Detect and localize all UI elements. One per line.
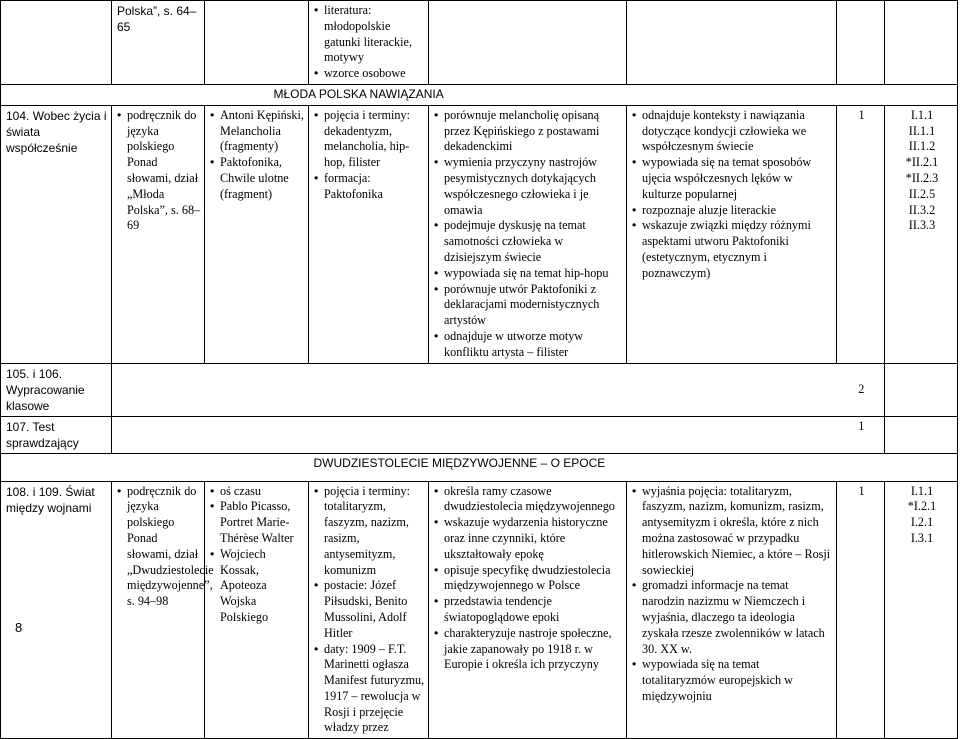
lesson-row-107 [1,416,958,453]
list-item: • Antoni Kępiński, Melancholia (fragmenty) [210,108,305,155]
lesson-row-104 [1,105,958,363]
textbook-cell [112,105,205,363]
list-item: • rozpoznaje aluzje literackie [632,203,833,219]
lesson-row-108 [1,481,958,739]
terms-cell [309,105,429,363]
codes-cell: I.1.1 II.1.1 II.1.2 *II.2.1 *II.2.3 II.2.5 II.3.2 II.3.3 [885,105,958,363]
list-item: • formacja: Paktofonika [314,171,425,203]
list-item: • oś czasu [210,484,305,500]
hours-cell: 2 [837,363,885,416]
basic-requirements-cell [429,481,627,739]
topic-cell: 107. Test sprawdzający [1,416,112,453]
list-item: • pojęcia i terminy: dekadentyzm, melancholia, hip-hop, filister [314,108,425,171]
list-item: • wypowiada się na temat totalitaryzmów europejskich w międzywojniu [632,657,833,704]
extended-requirements-cell [627,105,837,363]
list-item: • odnajduje w utworze motyw konfliktu artysta – filister [434,329,623,361]
texts-cell [205,105,309,363]
texts-cell [205,1,309,85]
terms-cell [309,1,429,85]
list-item: • Wojciech Kossak, Apoteoza Wojska Polskiego [210,547,305,626]
extended-requirements-cell [627,481,837,739]
basic-requirements-cell [429,105,627,363]
list-item: • gromadzi informacje na temat narodzin nazizmu w Niemczech i wyjaśnia, dlaczego ta ideologia zyskała rzesze zwolenników w latach 30. XX w. [632,578,833,657]
list-item: • opisuje specyfikę dwudziestolecia międzywojennego w Polsce [434,563,623,595]
list-item: • charakteryzuje nastroje społeczne, jakie zapanowały po 1918 r. w Europie i określa ich przyczyny [434,626,623,673]
terms-cell [309,481,429,739]
hours-cell: 1 [837,481,885,739]
list-item: • porównuje utwór Paktofoniki z deklaracjami modernistycznych artystów [434,282,623,329]
list-item: • wyjaśnia pojęcia: totalitaryzm, faszyzm, nazizm, komunizm, rasizm, antysemityzm i określa, które z nich można zastosować w przypadku hitlerowskich Niemiec, a które – Rosji sowieckiej [632,484,833,579]
list-item: • podejmuje dyskusję na temat samotności człowieka w dzisiejszym świecie [434,218,623,265]
list-item: • wypowiada się na temat sposobów ujęcia współczesnych lęków w kulturze popularnej [632,155,833,202]
list-item: • Pablo Picasso, Portret Marie-Thérèse Walter [210,499,305,546]
hours-cell: 1 [837,416,885,453]
list-item: • porównuje melancholię opisaną przez Kępińskiego z postawami dekadenckimi [434,108,623,155]
section-header-row [1,84,958,105]
list-item: • określa ramy czasowe dwudziestolecia międzywojennego [434,484,623,516]
textbook-cell [112,1,205,85]
list-item: • odnajduje konteksty i nawiązania dotyczące kondycji człowieka we współczesnym świecie [632,108,833,155]
list-item: • wskazuje związki między różnymi aspektami utworu Paktofoniki (estetycznym, etycznym i poznawczym) [632,218,833,281]
section-title: DWUDZIESTOLECIE MIĘDZYWOJENNE – O EPOCE [313,455,606,470]
continuation-row [1,1,958,85]
topic-cell: 108. i 109. Świat między wojnami [1,481,112,739]
topic-cell [1,1,112,85]
list-item: • wzorce osobowe [314,66,425,82]
textbook-tail: Polska”, s. 64–65 [117,4,197,34]
list-item: • przedstawia tendencje światopoglądowe epoki [434,594,623,626]
list-item: • postacie: Józef Piłsudski, Benito Mussolini, Adolf Hitler [314,578,425,641]
list-item: • literatura: młodopolskie gatunki literackie, motywy [314,3,425,66]
list-item: • daty: 1909 – F.T. Marinetti ogłasza Manifest futuryzmu, 1917 – rewolucja w Rosji i przejęcie władzy przez [314,642,425,737]
textbook-cell [112,481,214,739]
page-number: 8 [15,620,23,635]
codes-cell: I.1.1 *I.2.1 I.2.1 I.3.1 [885,481,958,739]
hours-cell: 1 [837,105,885,363]
lesson-row-105 [1,363,958,416]
list-item: • wskazuje wydarzenia historyczne oraz inne czynniki, które ukształtowały epokę [434,515,623,562]
list-item: • wymienia przyczyny nastrojów pesymistycznych dotykających współczesnego człowieka i je omawia [434,155,623,218]
topic-cell: 104. Wobec życia i świata współcześnie [1,105,112,363]
list-item: • pojęcia i terminy: totalitaryzm, faszyzm, nazizm, rasizm, antysemityzm, komunizm [314,484,425,579]
section-header-row [1,453,958,481]
section-title: MŁODA POLSKA NAWIĄZANIA [273,86,444,101]
texts-cell [205,481,309,739]
list-item: • Paktofonika, Chwile ulotne (fragment) [210,155,305,202]
list-item: • wypowiada się na temat hip-hopu [434,266,623,282]
list-item: • podręcznik do języka polskiego Ponad słowami, dział „Młoda Polska”, s. 68–69 [117,108,201,234]
topic-cell: 105. i 106. Wypracowanie klasowe [1,363,112,416]
list-item: • podręcznik do języka polskiego Ponad słowami, dział „Dwudziestolecie międzywojenne”, s. 94–98 [117,484,201,610]
